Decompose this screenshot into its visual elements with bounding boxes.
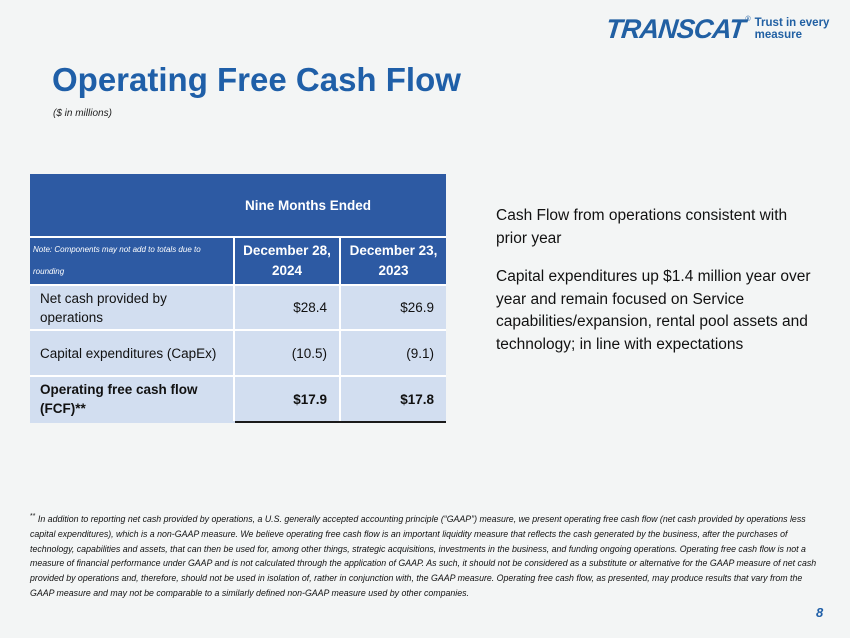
table-row — [30, 330, 446, 376]
units-note: ($ in millions) — [53, 108, 112, 119]
page-title: Operating Free Cash Flow — [52, 61, 461, 98]
row-value: $28.4 — [234, 285, 340, 330]
logo-wordmark: TRANSCAT — [604, 14, 747, 44]
column-header-2024-line1: December 28, — [243, 243, 331, 258]
footnote-marker: ** — [30, 513, 36, 520]
footnote-text: In addition to reporting net cash provided by operations, a U.S. generally accepted accounting principle (“GAAP”) measure, we present operating free cash flow (net cash provided by operations less capital expenditures), which is a non-GAAP measure. We believe operating free cash flow is an important liquidity measure that reflects the cash generated by the business, after the purchases of technology, capabilities and assets, that can then be used for, among other things, strategic acquisitions, investments in the business, and funding ongoing operations. Operating free cash flow is not a measure of financial performance under GAAP and is not calculated through the application of GAAP. As such, it should not be considered as a substitute or alternative for the GAAP measure of net cash provided by operations and, therefore, should not be used in isolation of, rather in conjunction with, the GAAP measure. Operating free cash flow, as presented, may produce results that vary from the GAAP measure and may not be comparable to a similarly defined non-GAAP measure used by other companies. — [30, 513, 817, 598]
non-gaap-footnote — [30, 510, 820, 601]
commentary-point: Capital expenditures up $1.4 million year over year and remain focused on Service capabilities/expansion, rental pool assets and technology; in line with expectations — [496, 268, 811, 353]
table-row — [30, 285, 446, 330]
row-label: Capital expenditures (CapEx) — [30, 330, 234, 376]
row-value: $17.8 — [340, 376, 446, 422]
commentary-point: Cash Flow from operations consistent with prior year — [496, 207, 788, 247]
period-header: Nine Months Ended — [30, 174, 446, 237]
logo-trademark: ® — [745, 16, 751, 23]
row-value: (10.5) — [234, 330, 340, 376]
rounding-note: Note: Components may not add to totals due to rounding — [30, 237, 234, 285]
row-value: $17.9 — [234, 376, 340, 422]
row-label: Operating free cash flow (FCF)** — [30, 376, 234, 422]
transcat-logo — [606, 16, 850, 42]
column-header-2023 — [340, 237, 446, 285]
column-header-2024 — [234, 237, 340, 285]
cash-flow-table — [30, 174, 446, 423]
commentary — [496, 205, 816, 372]
row-label: Net cash provided by operations — [30, 285, 234, 330]
row-value: (9.1) — [340, 330, 446, 376]
column-header-2023-line1: December 23, — [349, 243, 438, 258]
table-row-total — [30, 376, 446, 422]
row-value: $26.9 — [340, 285, 446, 330]
table-date-row — [30, 237, 446, 285]
logo-tagline: Trust in every measure — [754, 17, 830, 41]
page-number: 8 — [816, 605, 824, 620]
table-header-row — [30, 174, 446, 237]
column-header-2023-line2: 2023 — [378, 263, 409, 278]
column-header-2024-line2: 2024 — [271, 263, 303, 278]
